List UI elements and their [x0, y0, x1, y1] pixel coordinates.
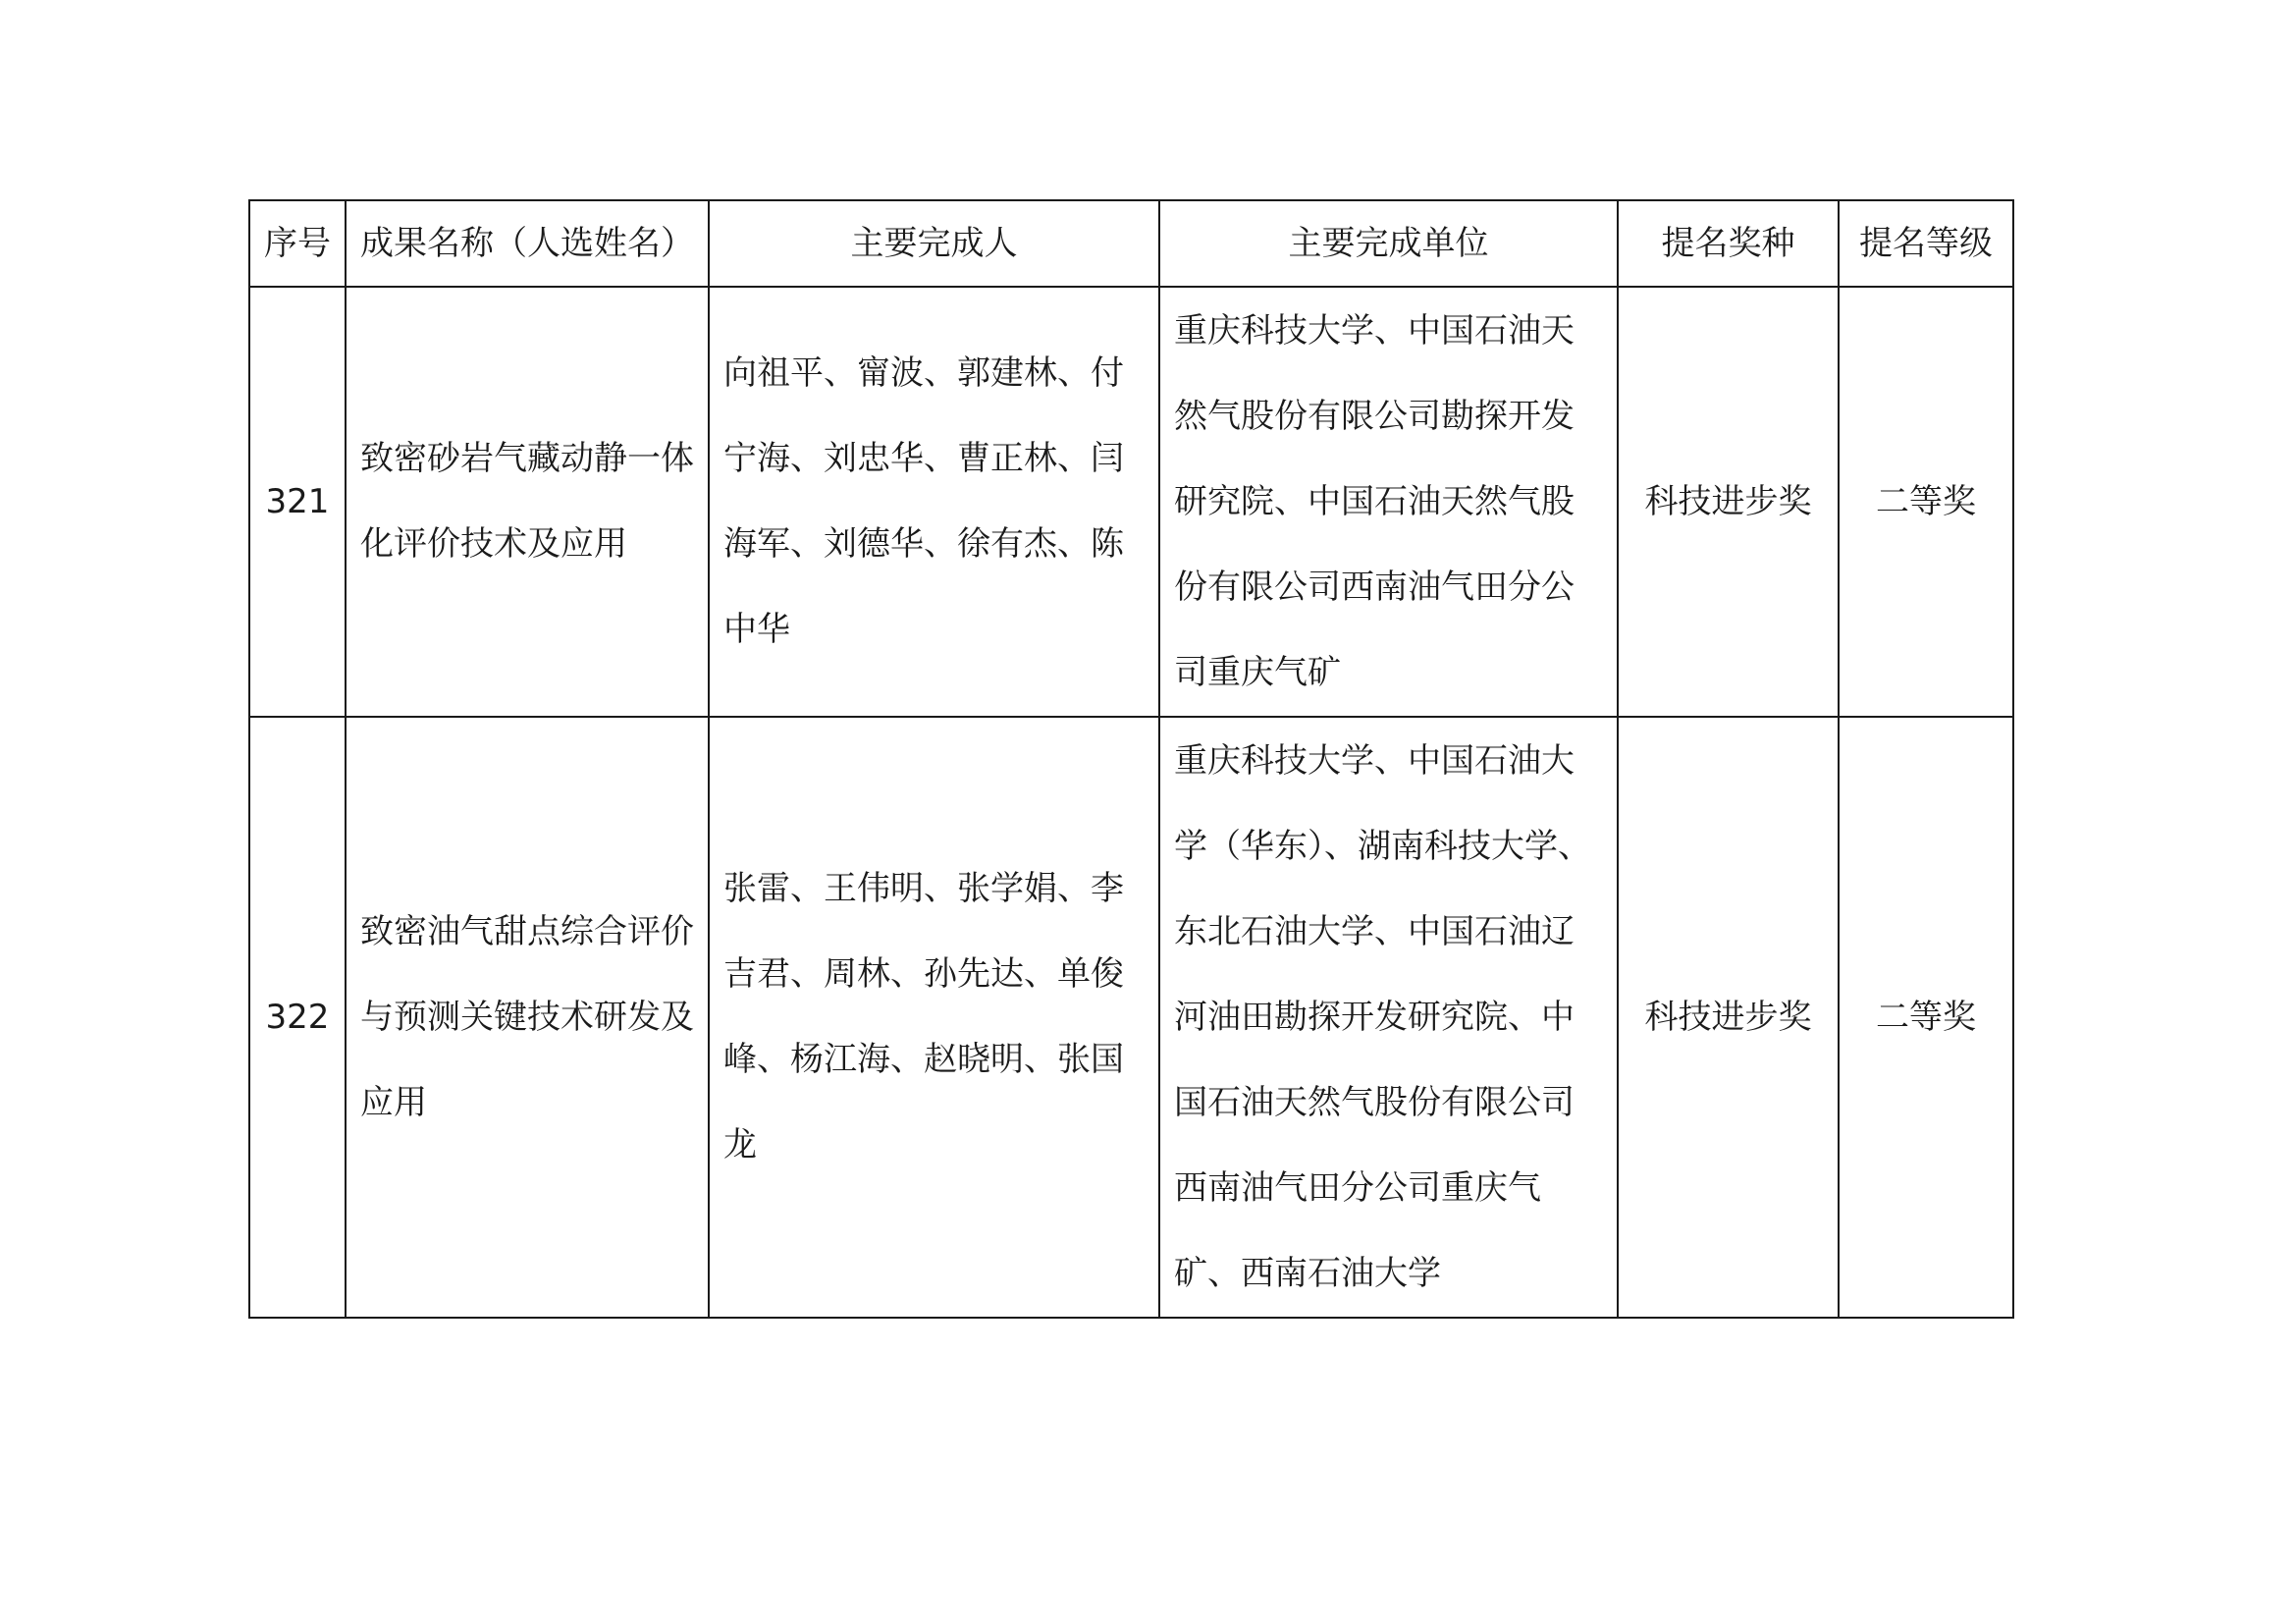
title-value: 致密油气甜点综合评价与预测关键技术研发及应用	[360, 911, 694, 1122]
cell-people	[709, 717, 1159, 1318]
header-award-level: 提名等级	[1839, 200, 2013, 287]
title-value: 致密砂岩气藏动静一体化评价技术及应用	[360, 439, 694, 564]
header-units: 主要完成单位	[1159, 200, 1618, 287]
header-people: 主要完成人	[709, 200, 1159, 287]
cell-units	[1159, 287, 1618, 717]
award-level-value: 二等奖	[1876, 997, 1976, 1037]
header-title: 成果名称（人选姓名）	[346, 200, 709, 287]
table-row	[249, 287, 2013, 717]
cell-people	[709, 287, 1159, 717]
award-level-value: 二等奖	[1876, 481, 1976, 521]
award-type-value: 科技进步奖	[1644, 481, 1812, 521]
cell-units	[1159, 717, 1618, 1318]
cell-award-level	[1839, 287, 2013, 717]
header-row	[249, 200, 2013, 287]
table-body	[249, 287, 2013, 1318]
cell-award-level	[1839, 717, 2013, 1318]
units-value: 重庆科技大学、中国石油大学（华东）、湖南科技大学、东北石油大学、中国石油辽河油田勘探开发研究院、中国石油天然气股份有限公司西南油气田分公司重庆气矿、西南石油大学	[1174, 740, 1591, 1293]
awards-table	[248, 199, 2014, 1319]
header-seq: 序号	[249, 200, 346, 287]
seq-value: 321	[265, 481, 330, 521]
award-type-value: 科技进步奖	[1644, 997, 1812, 1037]
cell-title	[346, 287, 709, 717]
table-header	[249, 200, 2013, 287]
table-row	[249, 717, 2013, 1318]
seq-value: 322	[265, 997, 330, 1037]
header-award-type: 提名奖种	[1618, 200, 1839, 287]
units-value: 重庆科技大学、中国石油天然气股份有限公司勘探开发研究院、中国石油天然气股份有限公司西南油气田分公司重庆气矿	[1174, 310, 1575, 692]
cell-award-type	[1618, 287, 1839, 717]
people-value: 向祖平、甯波、郭建林、付宁海、刘忠华、曹正林、闫海军、刘德华、徐有杰、陈中华	[723, 353, 1124, 649]
cell-seq	[249, 287, 346, 717]
cell-award-type	[1618, 717, 1839, 1318]
people-value: 张雷、王伟明、张学娟、李吉君、周林、孙先达、单俊峰、杨江海、赵晓明、张国龙	[723, 869, 1124, 1164]
cell-title	[346, 717, 709, 1318]
cell-seq	[249, 717, 346, 1318]
